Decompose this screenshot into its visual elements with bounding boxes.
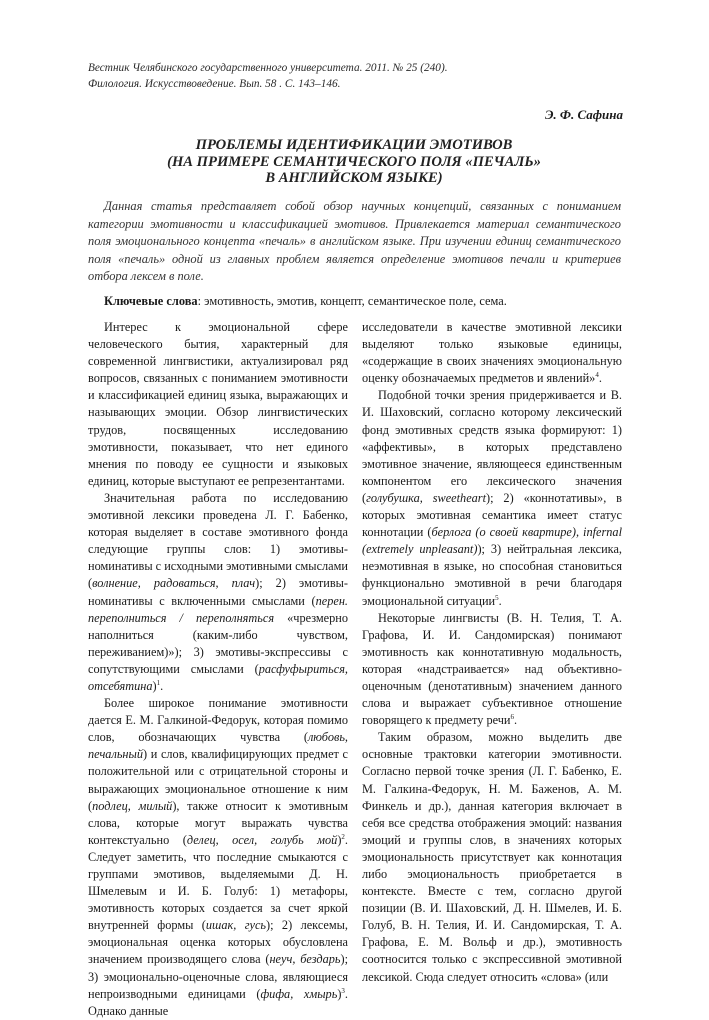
- paragraph: Некоторые лингвисты (В. Н. Телия, Т. А. Графова, И. И. Сандомирская) понимают эмотивность как коннотативную модальность, которая «надстраивается» над объективно-оценочным (денотативным) значением данного слова и выражает субъективное отношение говорящего к предмету речи$^6$.: [362, 610, 622, 728]
- footnote-ref: 6: [510, 713, 515, 722]
- right-column: [362, 319, 622, 986]
- title-line-2: (НА ПРИМЕРЕ СЕМАНТИЧЕСКОГО ПОЛЯ «ПЕЧАЛЬ»: [167, 153, 541, 170]
- journal-citation-line1: Вестник Челябинского государственного университета. 2011. № 25 (240).: [88, 62, 448, 74]
- author-name: Э. Ф. Сафина: [544, 107, 623, 122]
- paragraph: Подобной точки зрения придерживается и В. И. Шаховский, согласно которому лексический фонд эмотивных средств языка формируют: 1) «аффективы», в которых представлено эмотивное значение, являющееся единственным компонентом его лексического значения (голубушка, sweetheart); 2) «коннотативы», в которых эмотивная семантика имеет статус коннотации (берлога (о своей квартире), infernal (extremely unpleasant)); 3) нейтральная лексика, неэмотивная в языке, но способная становиться функционально эмотивной в речи благодаря эмоциональной ситуации$^5$.: [362, 388, 622, 608]
- keywords-text: : эмотивность, эмотив, концепт, семантическое поле, сема.: [197, 294, 507, 308]
- abstract: Данная статья представляет собой обзор научных концепций, связанных с пониманием категории эмотивности и классификацией эмотивов. Привлекается материал семантического поля эмоционального концепта «печаль» в английском языке. При изучении единиц семантического поля «печаль» одной из главных проблем является определение эмотивов печали и критериев отбора лексем в поле.: [88, 199, 621, 284]
- footnote-ref: 2: [341, 832, 345, 841]
- article-title: [88, 137, 620, 187]
- paragraph-continued: исследователи в качестве эмотивной лексики выделяют только языковые единицы, «содержащие в своих значениях эмоциональную оценку обозначаемых предметов и явлений»$^4$.: [362, 320, 622, 386]
- journal-header: [88, 61, 628, 92]
- footnote-ref: 1: [156, 678, 161, 687]
- keywords: [104, 293, 624, 310]
- title-line-3: В АНГЛИЙСКОМ ЯЗЫКЕ): [265, 170, 443, 186]
- paragraph: Интерес к эмоциональной сфере человеческого бытия, характерный для современной лингвистики, актуализировал ряд вопросов, связанных с пониманием эмотивности и классификацией единиц языка, выражающих и называющих эмоции. Обзор лингвистических трудов, посвященных исследованию эмотивности, показывает, что нет единого мнения по поводу ее сущности и языковых единиц, которые выступают ее репрезентантами.: [88, 320, 348, 488]
- keywords-label: Ключевые слова: [104, 294, 198, 308]
- journal-citation-line2: Филология. Искусствоведение. Вып. 58 . С. 143–146.: [88, 77, 341, 90]
- paragraph: Таким образом, можно выделить две основные трактовки категории эмотивности. Согласно первой точке зрения (Л. Г. Бабенко, Е. М. Галкина-Федорук, Н. М. Баженов, А. М. Финкель и др.), данная категория включает в себя все средства отображения эмоций: названия эмоций и группы слов, в значениях которых эмоциональность присутствует как коннотация либо эмоциональность приобретается в контексте. Вместе с тем, согласно другой позиции (В. И. Шаховский, Д. Н. Шмелев, И. Б. Голуб, В. Н. Телия, И. И. Сандомирская, Т. А. Графова, Е. М. Вольф и др.), эмотивность соотносится только с экспрессивной эмотивной лексикой. Сюда следует относить «слова» (или: [362, 730, 622, 984]
- footnote-ref: 4: [595, 371, 599, 380]
- title-line-1: ПРОБЛЕМЫ ИДЕНТИФИКАЦИИ ЭМОТИВОВ: [195, 137, 513, 153]
- paragraph: Значительная работа по исследованию эмотивной лексики проведена Л. Г. Бабенко, которая выделяет в составе эмотивного фонда следующие группы слов: 1) эмотивы-номинативы с исходными эмотивными смыслами (волнение, радоваться, плач); 2) эмотивы-номинативы с включенными смыслами (перен. переполниться / переполняться «чрезмерно наполниться (каким-либо чувством, переживанием)»); 3) эмотивы-экспрессивы с сопутствующими смыслами (расфуфыриться, отсебятина)$^1$.: [88, 490, 349, 693]
- footnote-ref: 5: [495, 593, 499, 602]
- left-column: [88, 319, 348, 1020]
- paragraph: Более широкое понимание эмотивности дается Е. М. Галкиной-Федорук, которая помимо слов, обозначающих чувства (любовь, печальный) и слов, квалифицирующих предмет с положительной или с отрицательной стороны и выражающих эмоциональное отношение к ним (подлец, милый), также относит к эмотивным слова, которые могут выражать чувства контекстуально (делец, осел, голубь мой)$^2$. Следует заметить, что последние смыкаются с группами эмотивов, выделяемыми Д. Н. Шмелевым и И. Б. Голуб: 1) метафоры, эмотивность которых создается за счет яркой внутренней формы (ишак, гусь); 2) лексемы, эмоциональная оценка которых обусловлена значением производящего слова (неуч, бездарь); 3) эмоционально-оценочные слова, являющиеся непроизводными единицами (фифа, хмырь)$^3$. Однако данные: [88, 696, 349, 1018]
- footnote-ref: 3: [341, 986, 345, 995]
